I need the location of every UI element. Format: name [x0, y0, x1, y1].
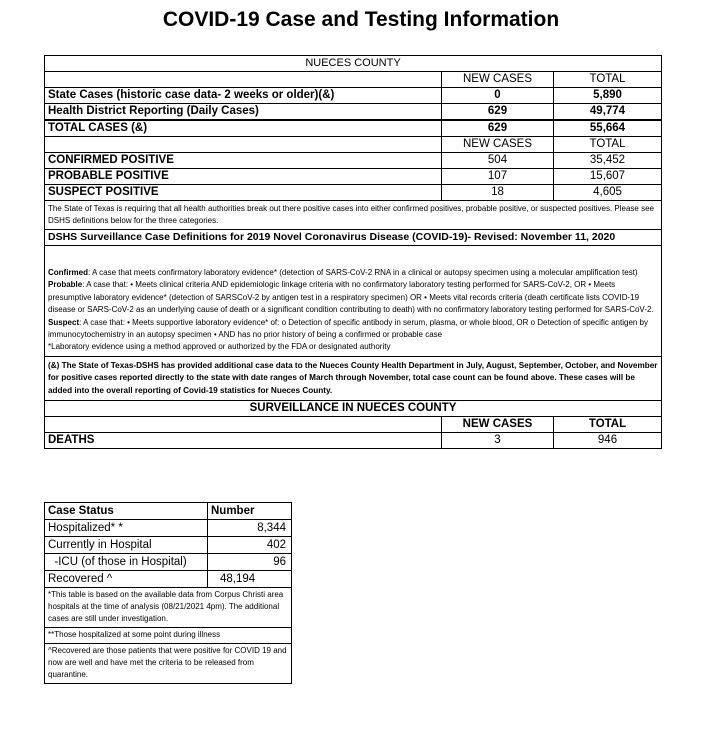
definition-probable: Probable: A case that: • Meets clinical criteria AND epidemiologic linkage criteria with no confirmatory laboratory testing performed for SARS-CoV-2, OR • Meets presumptive laboratory evidence* (detection of SARSCoV-2 by antigen test in a respiratory specimen) OR • Meets vital records criteria (death certificate lists COVID-19 disease or SARS-CoV-2 as an underlying cause of death or a significant condition contributing to death) with no confirmatory laboratory testing performed for SARS-CoV-2.: [48, 280, 654, 315]
case-row-state: [45, 88, 662, 104]
hospitalized-footnote: **Those hospitalized at some point during illness: [45, 628, 292, 644]
dshs-heading: DSHS Surveillance Case Definitions for 2019 Novel Coronavirus Disease (COVID-19)- Revised: November 11, 2020: [45, 230, 662, 246]
case-status-row: [45, 571, 292, 588]
new-cases-header: NEW CASES: [442, 72, 554, 88]
total-header: TOTAL: [554, 72, 662, 88]
case-status-label: -ICU (of those in Hospital): [45, 554, 208, 571]
blank-cell: [45, 137, 442, 153]
case-status-value: 402: [208, 537, 292, 554]
county-header: NUECES COUNTY: [45, 56, 662, 72]
case-row-new: 629: [442, 120, 554, 137]
page-title: COVID-19 Case and Testing Information: [162, 8, 560, 31]
deaths-label: DEATHS: [45, 433, 442, 449]
case-row-total: 55,664: [554, 120, 662, 137]
case-status-label: Recovered ^: [45, 571, 208, 588]
definition-suspect: Suspect: A case that: • Meets supportive laboratory evidence* of: o Detection of specific antibody in serum, plasma, or whole blood, OR o Detection of specific antigen by immunocytochemistry in an autopsy specimen • AND has no prior history of being a confirmed or probable case: [48, 317, 649, 340]
deaths-row: [45, 433, 662, 449]
case-status-row: [45, 537, 292, 554]
category-row-total: 4,605: [554, 185, 662, 201]
case-status-value: 48,194: [208, 571, 292, 588]
category-row-probable: [45, 169, 662, 185]
category-row-label: CONFIRMED POSITIVE: [45, 153, 442, 169]
total-header: TOTAL: [554, 137, 662, 153]
case-status-header: Case Status: [45, 503, 208, 520]
new-cases-header: NEW CASES: [442, 417, 554, 433]
case-status-label: Currently in Hospital: [45, 537, 208, 554]
deaths-total: 946: [554, 433, 662, 449]
state-requirement-note: The State of Texas is requiring that all health authorities break out there positive cases into either confirmed positives, probable positive, or suspected positives. Please see DSHS definitions below for the three categories.: [45, 201, 662, 230]
blank-cell: [45, 417, 442, 433]
deaths-new: 3: [442, 433, 554, 449]
case-row-total: 49,774: [554, 104, 662, 121]
case-status-value: 8,344: [208, 520, 292, 537]
case-row-new: 629: [442, 104, 554, 121]
case-row-total: 5,890: [554, 88, 662, 104]
new-cases-header: NEW CASES: [442, 137, 554, 153]
number-header: Number: [208, 503, 292, 520]
category-row-label: SUSPECT POSITIVE: [45, 185, 442, 201]
category-row-new: 18: [442, 185, 554, 201]
case-status-table: [44, 502, 292, 684]
category-row-total: 35,452: [554, 153, 662, 169]
case-status-label: Hospitalized* *: [45, 520, 208, 537]
case-status-row: [45, 554, 292, 571]
category-row-new: 504: [442, 153, 554, 169]
lab-evidence-note: *Laboratory evidence using a method approved or authorized by the FDA or designated authority: [48, 342, 391, 352]
case-definitions: [45, 246, 662, 357]
category-row-total: 15,607: [554, 169, 662, 185]
case-row-label: State Cases (historic case data- 2 weeks or older)(&): [45, 88, 442, 104]
case-row-label: TOTAL CASES (&): [45, 120, 442, 137]
blank-cell: [45, 72, 442, 88]
recovered-footnote: ^Recovered are those patients that were positive for COVID 19 and now are well and have met the criteria to be released from quarantine.: [45, 644, 292, 684]
case-row-total-cases: [45, 120, 662, 137]
surveillance-header: SURVEILLANCE IN NUECES COUNTY: [45, 401, 662, 417]
total-header: TOTAL: [554, 417, 662, 433]
category-row-new: 107: [442, 169, 554, 185]
case-row-label: Health District Reporting (Daily Cases): [45, 104, 442, 121]
case-row-health-district: [45, 104, 662, 121]
category-row-label: PROBABLE POSITIVE: [45, 169, 442, 185]
case-row-new: 0: [442, 88, 554, 104]
county-case-table: [44, 55, 662, 449]
ampersand-note: (&) The State of Texas-DSHS has provided additional case data to the Nueces County Health Department in July, August, September, October, and November for positive cases reported directly to the state with date ranges of March through November, total case count can be found above. These cases will be added into the overall reporting of Covid-19 statistics for Nueces County.: [45, 356, 662, 401]
case-status-row: [45, 520, 292, 537]
case-status-value: 96: [208, 554, 292, 571]
definition-confirmed: Confirmed: A case that meets confirmatory laboratory evidence* (detection of SARS-CoV-2 RNA in a clinical or autopsy specimen using a molecular amplification test): [48, 268, 638, 277]
category-row-confirmed: [45, 153, 662, 169]
hospital-data-footnote: *This table is based on the available data from Corpus Christi area hospitals at the time of analysis (08/21/2021 4pm). The additional cases are still under investigation.: [45, 588, 292, 628]
category-row-suspect: [45, 185, 662, 201]
